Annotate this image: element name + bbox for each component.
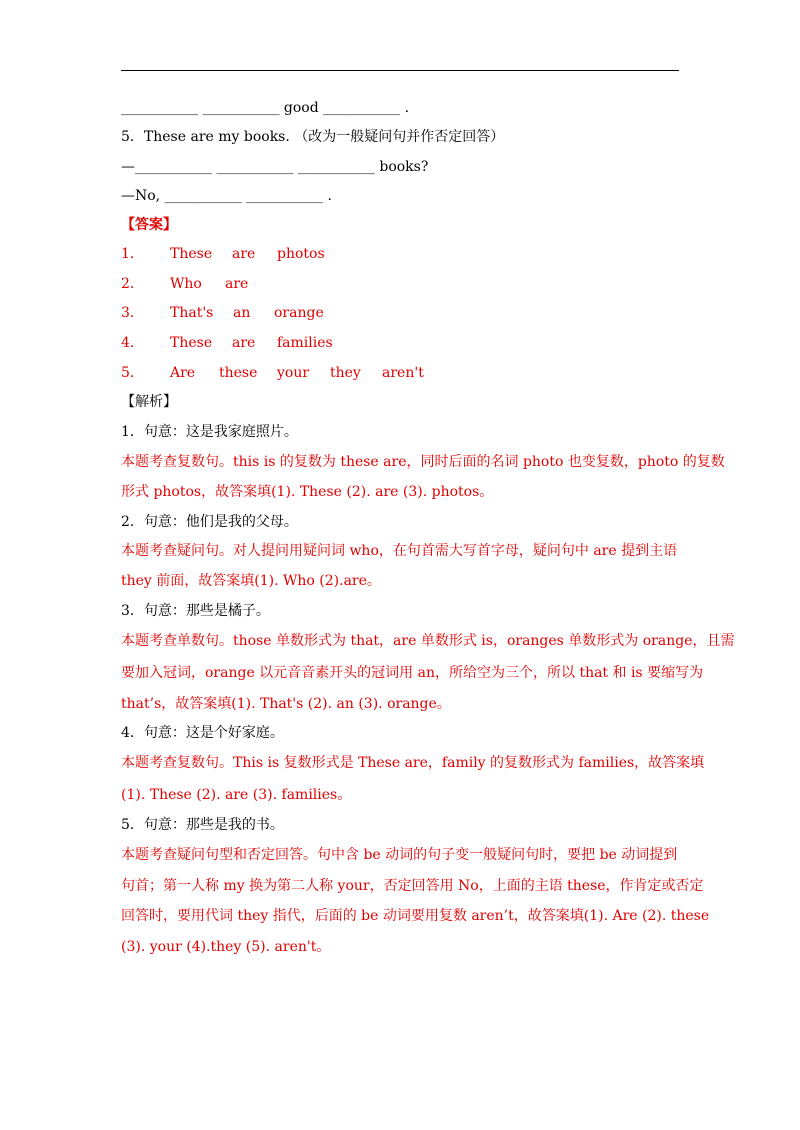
- q5-line-1: —___________ ___________ ___________ books?: [121, 159, 429, 175]
- answer-number: 4．: [121, 335, 144, 351]
- q4-blank-1: ___________: [121, 100, 198, 116]
- analysis-5-line-2: 句首；第一人称 my 换为第二人称 your，否定回答用 No，上面的主语 these，作肯定或否定: [121, 878, 704, 894]
- answer-word: are: [225, 276, 249, 292]
- answer-word: they: [330, 365, 361, 381]
- answer-word: these: [219, 365, 258, 381]
- analysis-1-line-1: 本题考查复数句。this is 的复数为 these are，同时后面的名词 photo 也变复数，photo 的复数: [121, 454, 725, 470]
- q4-word: good: [283, 100, 319, 116]
- analysis-heading: 【解析】: [121, 394, 177, 410]
- answer-word: These: [170, 335, 213, 351]
- analysis-2-line-1: 本题考查疑问句。对人提问用疑问词 who，在句首需大写首字母，疑问句中 are 提到主语: [121, 543, 678, 559]
- answer-word: Are: [170, 365, 196, 381]
- answer-number: 2．: [121, 276, 144, 292]
- q4-blank-2: ___________: [202, 100, 280, 116]
- answer-word: Who: [170, 276, 202, 292]
- answer-word: are: [232, 246, 256, 262]
- analysis-3-meaning: 3．句意：那些是橘子。: [121, 603, 270, 619]
- header-rule: [121, 70, 679, 71]
- analysis-5-line-1: 本题考查疑问句型和否定回答。句中含 be 动词的句子变一般疑问句时，要把 be 动词提到: [121, 847, 678, 863]
- q4-answer-line: [121, 98, 409, 118]
- answer-number: 5．: [121, 365, 144, 381]
- answer-word: are: [232, 335, 256, 351]
- analysis-5-line-4: (3). your (4).they (5). aren't。: [121, 939, 331, 955]
- analysis-1-meaning: 1．句意：这是我家庭照片。: [121, 424, 298, 440]
- answer-number: 3．: [121, 305, 144, 321]
- analysis-3-line-2: 要加入冠词，orange 以元音音素开头的冠词用 an，所给空为三个，所以 that 和 is 要缩写为: [121, 665, 704, 681]
- analysis-2-line-2: they 前面，故答案填(1). Who (2).are。: [121, 573, 381, 589]
- analysis-4-meaning: 4．句意：这是个好家庭。: [121, 725, 284, 741]
- q5-line-2: —No, ___________ ___________ .: [121, 188, 332, 204]
- answer-word: families: [277, 335, 333, 351]
- answer-word: orange: [274, 305, 324, 321]
- q4-end: .: [404, 100, 410, 116]
- analysis-5-line-3: 回答时，要用代词 they 指代，后面的 be 动词要用复数 aren’t，故答案填(1). Are (2). these: [121, 908, 710, 924]
- analysis-4-line-1: 本题考查复数句。This is 复数形式是 These are，family 的复数形式为 families，故答案填: [121, 755, 705, 771]
- answer-word: photos: [277, 246, 325, 262]
- analysis-3-line-1: 本题考查单数句。those 单数形式为 that，are 单数形式 is，oranges 单数形式为 orange，且需: [121, 633, 735, 649]
- analysis-5-meaning: 5．句意：那些是我的书。: [121, 817, 284, 833]
- answer-word: aren't: [382, 365, 424, 381]
- answer-word: an: [233, 305, 251, 321]
- answer-word: That's: [170, 305, 214, 321]
- answer-heading: 【答案】: [121, 217, 177, 233]
- q4-blank-3: ___________: [323, 100, 401, 116]
- answer-word: your: [277, 365, 310, 381]
- analysis-3-line-3: that’s，故答案填(1). That's (2). an (3). orange。: [121, 696, 451, 712]
- analysis-2-meaning: 2．句意：他们是我的父母。: [121, 514, 298, 530]
- analysis-4-line-2: (1). These (2). are (3). families。: [121, 787, 352, 803]
- answer-word: These: [170, 246, 213, 262]
- answer-number: 1．: [121, 246, 144, 262]
- analysis-1-line-2: 形式 photos，故答案填(1). These (2). are (3). photos。: [121, 484, 494, 500]
- q5-prompt: 5．These are my books. （改为一般疑问句并作否定回答）: [121, 129, 505, 145]
